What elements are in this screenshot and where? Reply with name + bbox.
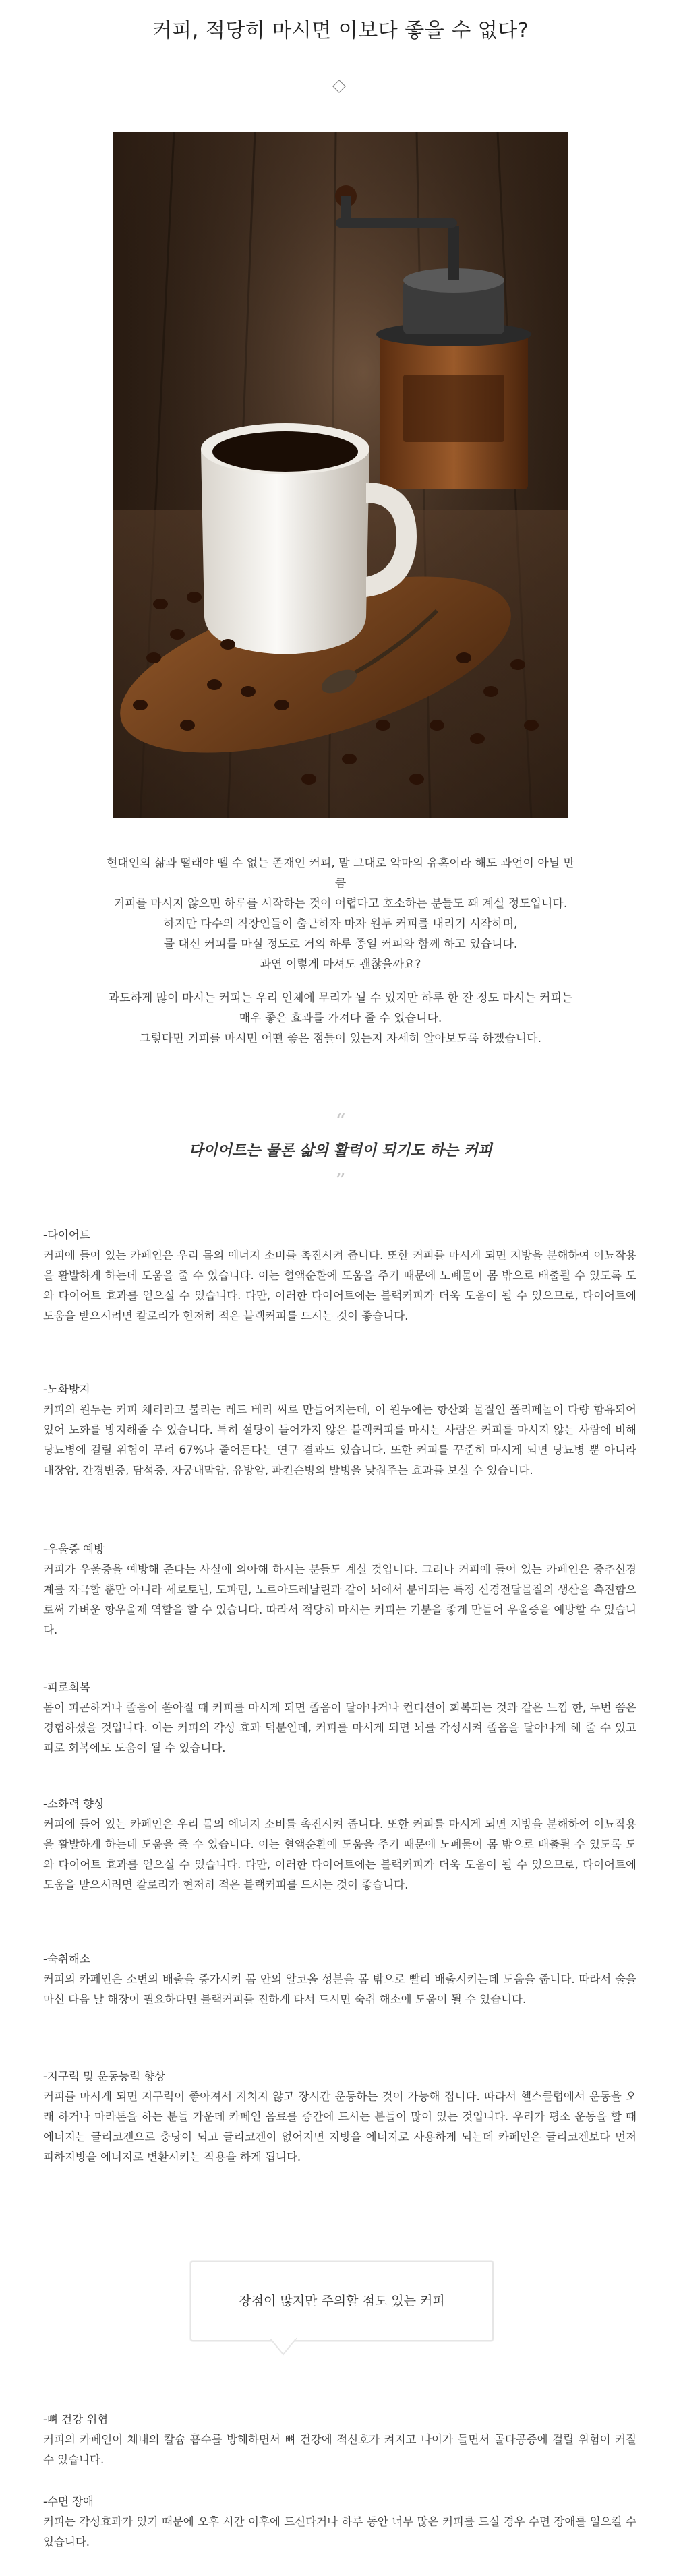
caution-callout: 장점이 많지만 주의할 점도 있는 커피 [190, 2261, 494, 2341]
intro-line: 현대인의 삶과 떨래야 뗄 수 없는 존재인 커피, 말 그대로 악마의 유혹이라 해도 과언이 아닐 만큼 [106, 857, 575, 890]
caution-heading: -수면 장애 [43, 2495, 94, 2508]
benefit-body: 커피에 들어 있는 카페인은 우리 몸의 에너지 소비를 촉진시켜 줍니다. 또한 커피를 마시게 되면 지방을 분해하여 이뇨작용을 활발하게 하는데 도움을 줄 수 있습니다. 이는 혈액순환에 도움을 주기 때문에 노폐물이 몸 밖으로 배출될 수 있도록 도와 다이어트 효과를 얻으실 수 있습니다. 다만, 이러한 다이어트에는 블랙커피가 더욱 도움이 될 수 있으므로, 다이어트에 도움을 받으시려면 칼로리가 현저히 적은 블랙커피를 드시는 것이 좋습니다. [43, 1249, 636, 1322]
callout-tail-icon [270, 2338, 297, 2356]
caution-heading: -뼈 건강 위협 [43, 2413, 109, 2426]
diamond-ornament-icon [332, 80, 346, 93]
benefit-body: 몸이 피곤하거나 졸음이 쏟아질 때 커피를 마시게 되면 졸음이 달아나거나 컨디션이 회복되는 것과 같은 느낌 한, 두번 쯤은 경험하셨을 것입니다. 이는 커피의 각성 효과 덕분인데, 커피를 마시게 되면 뇌를 각성시켜 졸음을 달아나게 해 줄 수 있고 피로 회복에도 도움이 될 수 있습니다. [43, 1701, 636, 1754]
benefit-digestion [43, 1794, 636, 1895]
caution-body: 커피는 각성효과가 있기 때문에 오후 시간 이후에 드신다거나 하루 동안 너무 많은 커피를 드실 경우 수면 장애를 일으킬 수 있습니다. [43, 2515, 636, 2548]
benefit-heading: -다이어트 [43, 1229, 90, 1241]
caution-sleep [43, 2492, 636, 2552]
benefit-depression [43, 1539, 636, 1640]
benefit-fatigue [43, 1678, 636, 1758]
open-quote-icon: “ [335, 1110, 346, 1134]
title-divider [276, 80, 405, 93]
benefit-body: 커피의 카페인은 소변의 배출을 증가시켜 몸 안의 알코올 성분을 몸 밖으로 빨리 배출시키는데 도움을 줍니다. 따라서 술을 마신 다음 날 해장이 필요하다면 블랙커피를 진하게 타서 드시면 숙취 해소에 도움이 될 수 있습니다. [43, 1973, 636, 2006]
benefit-heading: -소화력 향상 [43, 1798, 105, 1810]
benefit-heading: -우울증 예방 [43, 1543, 105, 1556]
benefit-body: 커피가 우울증을 예방해 준다는 사실에 의아해 하시는 분들도 계실 것입니다. 그러나 커피에 들어 있는 카페인은 중추신경계를 자극할 뿐만 아니라 세로토닌, 도파민, 노르아드레날린과 같이 뇌에서 분비되는 특정 신경전달물질의 생산을 촉진함으로써 가벼운 항우울제 역할을 할 수 있습니다. 따라서 적당히 마시는 커피는 기분을 좋게 만들어 우울증을 예방할 수 있습니다. [43, 1563, 636, 1636]
intro-line: 과도하게 많이 마시는 커피는 우리 인체에 무리가 될 수 있지만 하루 한 잔 정도 마시는 커피는 [108, 991, 573, 1005]
benefit-endurance [43, 2066, 636, 2168]
intro-line: 매우 좋은 효과를 가져다 줄 수 있습니다. [239, 1012, 442, 1025]
benefit-body: 커피에 들어 있는 카페인은 우리 몸의 에너지 소비를 촉진시켜 줍니다. 또한 커피를 마시게 되면 지방을 분해하여 이뇨작용을 활발하게 하는데 도움을 줄 수 있습니다. 이는 혈액순환에 도움을 주기 때문에 노폐물이 몸 밖으로 배출될 수 있도록 도와 다이어트 효과를 얻으실 수 있습니다. 다만, 이러한 다이어트에는 블랙커피가 더욱 도움이 될 수 있으므로, 다이어트에 도움을 받으시려면 칼로리가 현저히 적은 블랙커피를 드시는 것이 좋습니다. [43, 1818, 636, 1891]
coffee-photo [113, 132, 568, 818]
intro-line: 과연 이렇게 마셔도 괜찮을까요? [260, 958, 421, 971]
benefit-heading: -노화방지 [43, 1383, 90, 1396]
benefit-anti-aging [43, 1380, 636, 1481]
intro-paragraph-2 [101, 988, 580, 1049]
caution-bone-health [43, 2410, 636, 2470]
caution-body: 커피의 카페인이 체내의 칼슘 흡수를 방해하면서 뼈 건강에 적신호가 켜지고 나이가 들면서 골다공증에 걸릴 위험이 커질 수 있습니다. [43, 2433, 636, 2466]
intro-line: 물 대신 커피를 마실 정도로 거의 하루 종일 커피와 함께 하고 있습니다. [163, 938, 518, 951]
intro-line: 하지만 다수의 직장인들이 출근하자 마자 원두 커피를 내리기 시작하며, [163, 917, 518, 931]
intro-paragraph-1 [101, 853, 580, 975]
hero-image [113, 132, 568, 818]
benefit-diet [43, 1225, 636, 1326]
benefit-body: 커피의 원두는 커피 체리라고 불리는 레드 베리 씨로 만들어지는데, 이 원두에는 항산화 물질인 폴리페놀이 다량 함유되어 있어 노화를 방지해줄 수 있습니다. 특히 설탕이 들어가지 않은 블랙커피를 마시는 사람은 커피를 마시지 않는 사람에 비해 당뇨병에 걸릴 위험이 무려 67%나 줄어든다는 연구 결과도 있습니다. 또한 커피를 꾸준히 마시게 되면 당뇨병 뿐 아니라 대장암, 간경변증, 담석증, 자궁내막암, 유방암, 파킨슨병의 발병을 낮춰주는 효과를 보실 수 있습니다. [43, 1403, 636, 1477]
close-quote-icon: ” [335, 1169, 346, 1193]
intro-line: 커피를 마시지 않으면 하루를 시작하는 것이 어렵다고 호소하는 분들도 꽤 계실 정도입니다. [113, 897, 568, 911]
benefit-heading: -피로회복 [43, 1681, 90, 1694]
section-subheading: 다이어트는 물론 삶의 활력이 되기도 하는 커피 [189, 1142, 492, 1159]
intro-line: 그렇다면 커피를 마시면 어떤 좋은 점들이 있는지 자세히 알아보도록 하겠습니다. [140, 1032, 541, 1045]
benefit-heading: -숙취해소 [43, 1953, 90, 1965]
benefit-heading: -지구력 및 운동능력 향상 [43, 2070, 166, 2083]
page-title: 커피, 적당히 마시면 이보다 좋을 수 없다? [152, 19, 529, 42]
benefit-body: 커피를 마시게 되면 지구력이 좋아져서 지치지 않고 장시간 운동하는 것이 가능해 집니다. 따라서 헬스클럽에서 운동을 오래 하거나 마라톤을 하는 분들 가운데 카페인 음료를 중간에 드시는 분들이 많이 있는 것입니다. 우리가 평소 운동을 할 때 에너지는 글리코겐으로 충당이 되고 글리코겐이 없어지면 지방을 에너지로 사용하게 되는데 카페인은 글리코겐보다 먼저 피하지방을 에너지로 변환시키는 작용을 하게 됩니다. [43, 2090, 636, 2164]
benefit-hangover [43, 1949, 636, 2010]
